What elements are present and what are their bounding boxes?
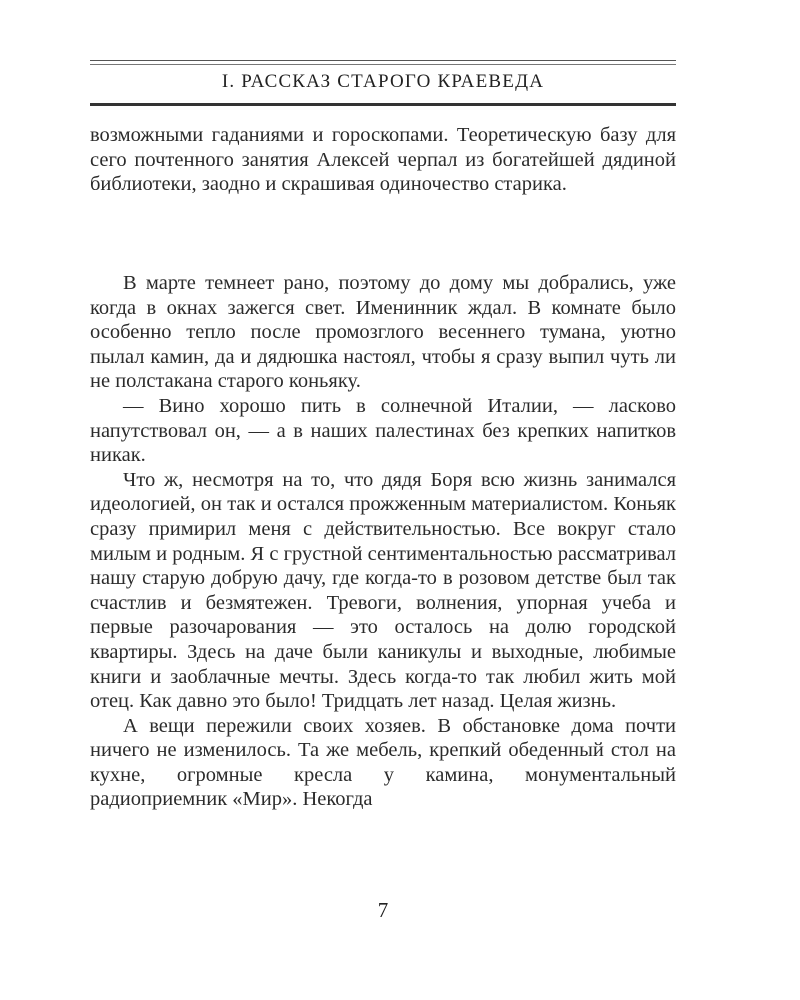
running-header — [90, 60, 676, 106]
continued-paragraph-block — [90, 123, 676, 197]
paragraph-2: — Вино хорошо пить в солнечной Италии, — ласково напутствовал он, — а в наших палестинах без крепких напитков никак. — [90, 394, 676, 467]
section-text — [90, 271, 676, 812]
paragraph-4: А вещи пережили своих хозяев. В обстановке дома почти ничего не изменилось. Та же мебель, крепкий обеденный стол на кухне, огромные кресла у камина, монументальный радиоприемник «Мир». Некогда — [90, 714, 676, 811]
header-rule — [90, 64, 676, 65]
paragraph-3: Что ж, несмотря на то, что дядя Боря всю жизнь занимался идеологией, он так и остался прожженным материалистом. Коньяк сразу примирил меня с действительностью. Все вокруг стало милым и родным. Я с грустной сентиментальностью рассматривал нашу старую добрую дачу, где когда-то в розовом детстве был так счастлив и безмятежен. Тревоги, волнения, упорная учеба и первые разочарования — это осталось на долю городской квартиры. Здесь на даче были каникулы и выходные, любимые книги и заоблачные мечты. Здесь когда-то так любил жить мой отец. Как давно это было! Тридцать лет назад. Целая жизнь. — [90, 468, 676, 713]
page-number: 7 — [377, 898, 389, 922]
book-page — [90, 60, 676, 922]
continued-paragraph: возможными гаданиями и гороскопами. Теоретическую базу для сего почтенного занятия Алексей черпал из богатейшей дядиной библиотеки, заодно и скрашивая одиночество старика. — [90, 124, 676, 196]
paragraph-1: В марте темнеет рано, поэтому до дому мы добрались, уже когда в окнах зажегся свет. Именинник ждал. В комнате было особенно тепло после промозглого весеннего тумана, уютно пылал камин, да и дядюшка настоял, чтобы я сразу выпил чуть ли не полстакана старого коньяку. — [90, 272, 676, 393]
chapter-title: I. РАССКАЗ СТАРОГО КРАЕВЕДА — [221, 71, 545, 92]
